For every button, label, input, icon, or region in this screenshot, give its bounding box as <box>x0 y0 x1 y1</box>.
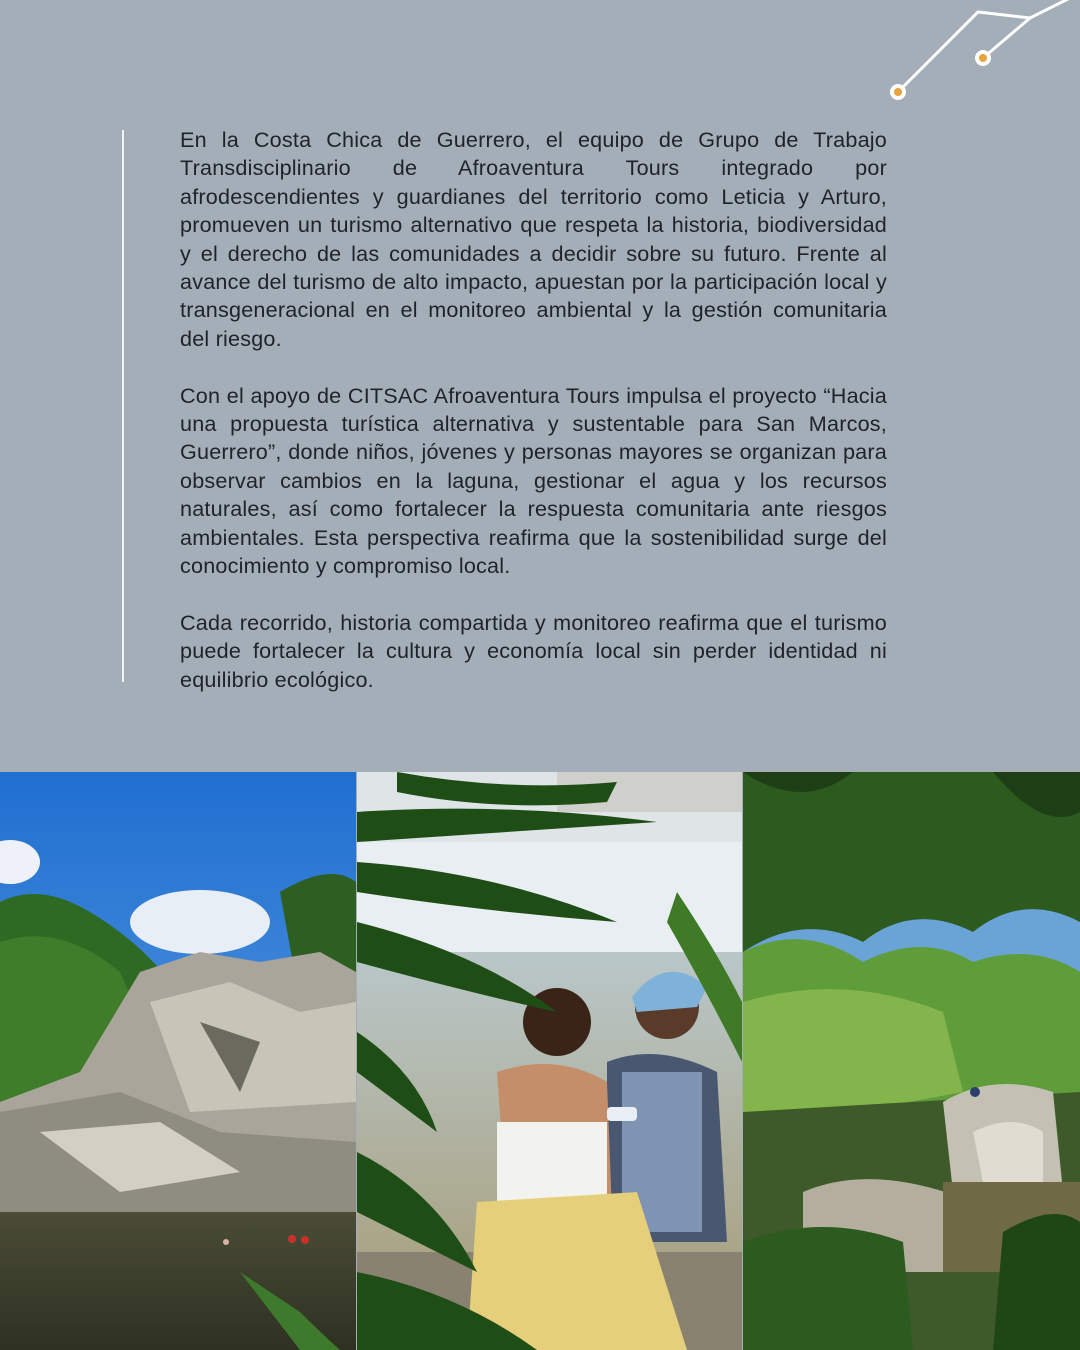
circuit-line-icon <box>870 0 1080 110</box>
paragraph-1: En la Costa Chica de Guerrero, el equipo de Grupo de Trabajo Transdisciplinario de Afroaventura Tours integrado por afrodescendientes y guardianes del territorio como Leticia y Arturo, promueven un turismo alternativo que respeta la historia, biodiversidad y el derecho de las comunidades a decidir sobre su futuro. Frente al avance del turismo de alto impacto, apuestan por la participación local y transgeneracional en el monitoreo ambiental y la gestión comunitaria del riesgo. <box>180 127 887 351</box>
body-text <box>180 126 887 722</box>
paragraph-3: Cada recorrido, historia compartida y monitoreo reafirma que el turismo puede fortalecer la cultura y economía local sin perder identidad ni equilibrio ecológico. <box>180 609 887 692</box>
forest-pond-photo <box>743 772 1080 1350</box>
women-lagoon-photo <box>357 772 742 1350</box>
river-rocks-photo <box>0 772 356 1350</box>
vertical-rule <box>122 130 124 682</box>
photo-strip <box>0 772 1080 1350</box>
paragraph-2: Con el apoyo de CITSAC Afroaventura Tours impulsa el proyecto “Hacia una propuesta turística alternativa y sustentable para San Marcos, Guerrero”, donde niños, jóvenes y personas mayores se organizan para observar cambios en la laguna, gestionar el agua y los recursos naturales, así como fortalecer la respuesta comunitaria ante riesgos ambientales. Esta perspectiva reafirma que la sostenibilidad surge del conocimiento y compromiso local. <box>180 382 887 579</box>
